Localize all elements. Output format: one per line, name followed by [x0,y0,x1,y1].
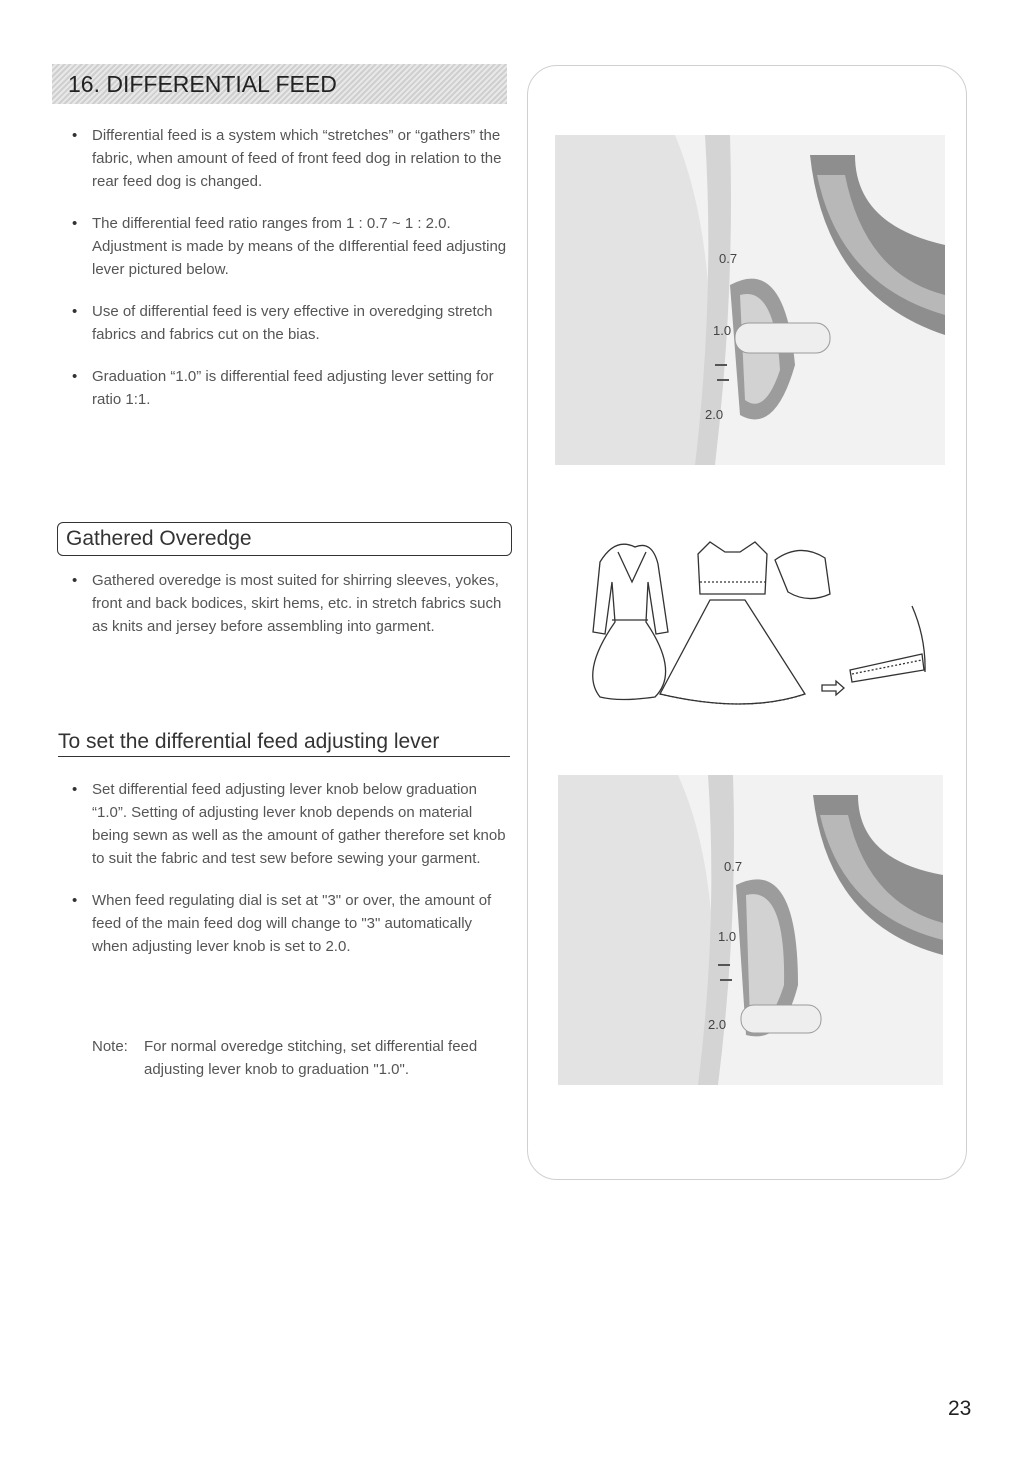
note-text: For normal overedge stitching, set differential feed adjusting lever knob to graduation "1.0". [144,1038,478,1078]
list-item: • Set differential feed adjusting lever knob below graduation “1.0”. Setting of adjusting lever knob depends on material being sewn as well as the amount of gather therefore set knob to suit the fabric and test sew before sewing your garment. [72,778,507,870]
section-title [52,64,507,104]
dial-mark: 1.0 [718,929,737,944]
dial-mark: 0.7 [719,251,738,266]
lever-illustration-bottom [558,775,943,1085]
list-item: • The differential feed ratio ranges from 1 : 0.7 ~ 1 : 2.0. Adjustment is made by means of the dIfferential feed adjusting lever pictured below. [72,212,507,281]
list-item: • Differential feed is a system which “stretches” or “gathers” the fabric, when amount of feed of front feed dog in relation to the rear feed dog is changed. [72,124,507,193]
note [92,1035,512,1081]
lever-illustration-top [555,135,945,465]
list-item: • Graduation “1.0” is differential feed adjusting lever setting for ratio 1:1. [72,365,507,411]
gathered-bullet-list [72,569,507,638]
dial-mark: 2.0 [705,407,724,422]
list-item: • When feed regulating dial is set at "3" or over, the amount of feed of the main feed dog will change to "3" automatically when adjusting lever knob is set to 2.0. [72,889,507,958]
list-item: • Use of differential feed is very effective in overedging stretch fabrics and fabrics cut on the bias. [72,300,507,346]
dial-mark: 2.0 [708,1017,727,1032]
set-lever-heading: To set the differential feed adjusting lever [58,728,510,757]
garment-illustration [560,522,945,717]
intro-bullet-list [72,124,507,411]
section-title-text: 16. DIFFERENTIAL FEED [68,71,337,97]
gathered-overedge-heading: Gathered Overedge [57,522,512,556]
set-lever-bullet-list [72,778,507,958]
dial-mark: 0.7 [724,859,743,874]
note-label: Note: [92,1038,128,1055]
list-item: • Gathered overedge is most suited for shirring sleeves, yokes, front and back bodices, skirt hems, etc. in stretch fabrics such as knits and jersey before assembling into garment. [72,569,507,638]
lever-photo-top [555,135,945,465]
dial-mark: 1.0 [713,323,732,338]
lever-photo-bottom [558,775,943,1085]
page-number: 23 [948,1397,972,1420]
garment-drawing [560,522,945,717]
